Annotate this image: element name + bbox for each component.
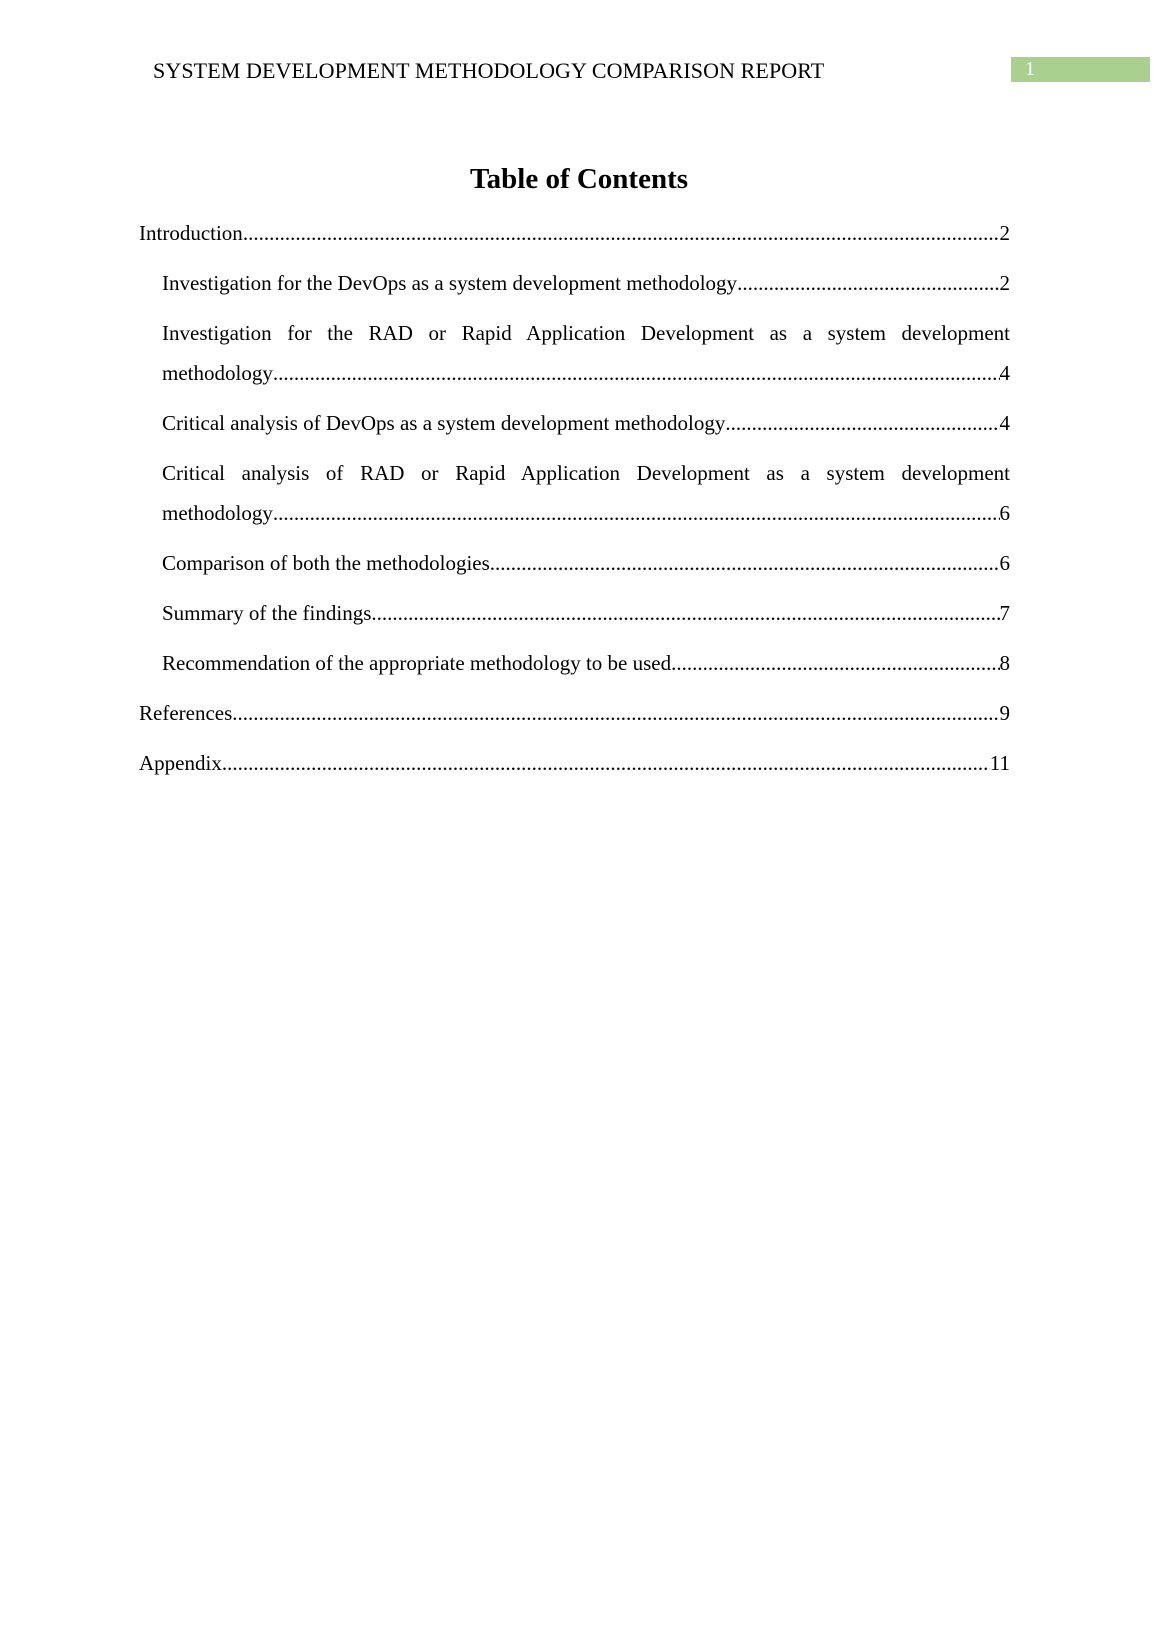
toc-entry-label-line1: Investigation for the RAD or Rapid Application Development as a system development <box>162 321 1010 345</box>
toc-page-number: 2 <box>999 271 1010 295</box>
toc-leader-dots <box>222 743 990 783</box>
toc-page-number: 8 <box>999 651 1010 675</box>
toc-entry-label: Introduction <box>139 221 243 245</box>
toc-entry-label: Critical analysis of DevOps as a system development methodology <box>162 411 726 435</box>
toc-entry-recommendation[interactable] <box>162 643 1010 683</box>
toc-page-number: 2 <box>999 221 1010 245</box>
toc-entry-label-line2: methodology <box>162 361 273 385</box>
toc-entry-devops-critical-analysis[interactable] <box>162 403 1010 443</box>
toc-entry-label: Investigation for the DevOps as a system development methodology <box>162 271 738 295</box>
table-of-contents <box>139 213 1010 793</box>
toc-leader-dots <box>243 213 1000 253</box>
toc-entry-label: Comparison of both the methodologies <box>162 551 490 575</box>
toc-entry-label: References <box>139 701 233 725</box>
toc-entry-label: Summary of the findings <box>162 601 372 625</box>
toc-leader-dots <box>737 263 999 303</box>
toc-entry-label-line2: methodology <box>162 501 273 525</box>
toc-entry-label-line1: Critical analysis of RAD or Rapid Application Development as a system development <box>162 461 1010 485</box>
page-number: 1 <box>1025 58 1035 80</box>
toc-leader-dots <box>371 593 999 633</box>
toc-page-number: 6 <box>999 551 1010 575</box>
toc-page-number: 7 <box>999 601 1010 625</box>
toc-page-number: 9 <box>999 701 1010 725</box>
toc-leader-dots <box>490 543 1000 583</box>
toc-leader-dots <box>725 403 999 443</box>
toc-entry-devops-investigation[interactable] <box>162 263 1010 303</box>
toc-page-number: 4 <box>999 411 1010 435</box>
toc-entry-label: Recommendation of the appropriate methodology to be used <box>162 651 672 675</box>
toc-leader-dots <box>273 353 1000 393</box>
toc-leader-dots <box>273 493 1000 533</box>
toc-entry-introduction[interactable] <box>139 213 1010 253</box>
toc-entry-rad-investigation[interactable] <box>162 313 1010 393</box>
header-title: SYSTEM DEVELOPMENT METHODOLOGY COMPARISON REPORT <box>153 58 825 83</box>
toc-entry-label: Appendix <box>139 751 222 775</box>
toc-entry-rad-critical-analysis[interactable] <box>162 453 1010 533</box>
toc-entry-references[interactable] <box>139 693 1010 733</box>
toc-entry-comparison[interactable] <box>162 543 1010 583</box>
page-number-badge <box>1011 57 1150 82</box>
toc-page-number: 4 <box>999 361 1010 385</box>
toc-leader-dots <box>671 643 999 683</box>
toc-entry-appendix[interactable] <box>139 743 1010 783</box>
toc-entry-summary[interactable] <box>162 593 1010 633</box>
toc-heading: Table of Contents <box>469 163 689 195</box>
toc-page-number: 6 <box>999 501 1010 525</box>
toc-leader-dots <box>232 693 999 733</box>
toc-page-number: 11 <box>989 751 1010 775</box>
